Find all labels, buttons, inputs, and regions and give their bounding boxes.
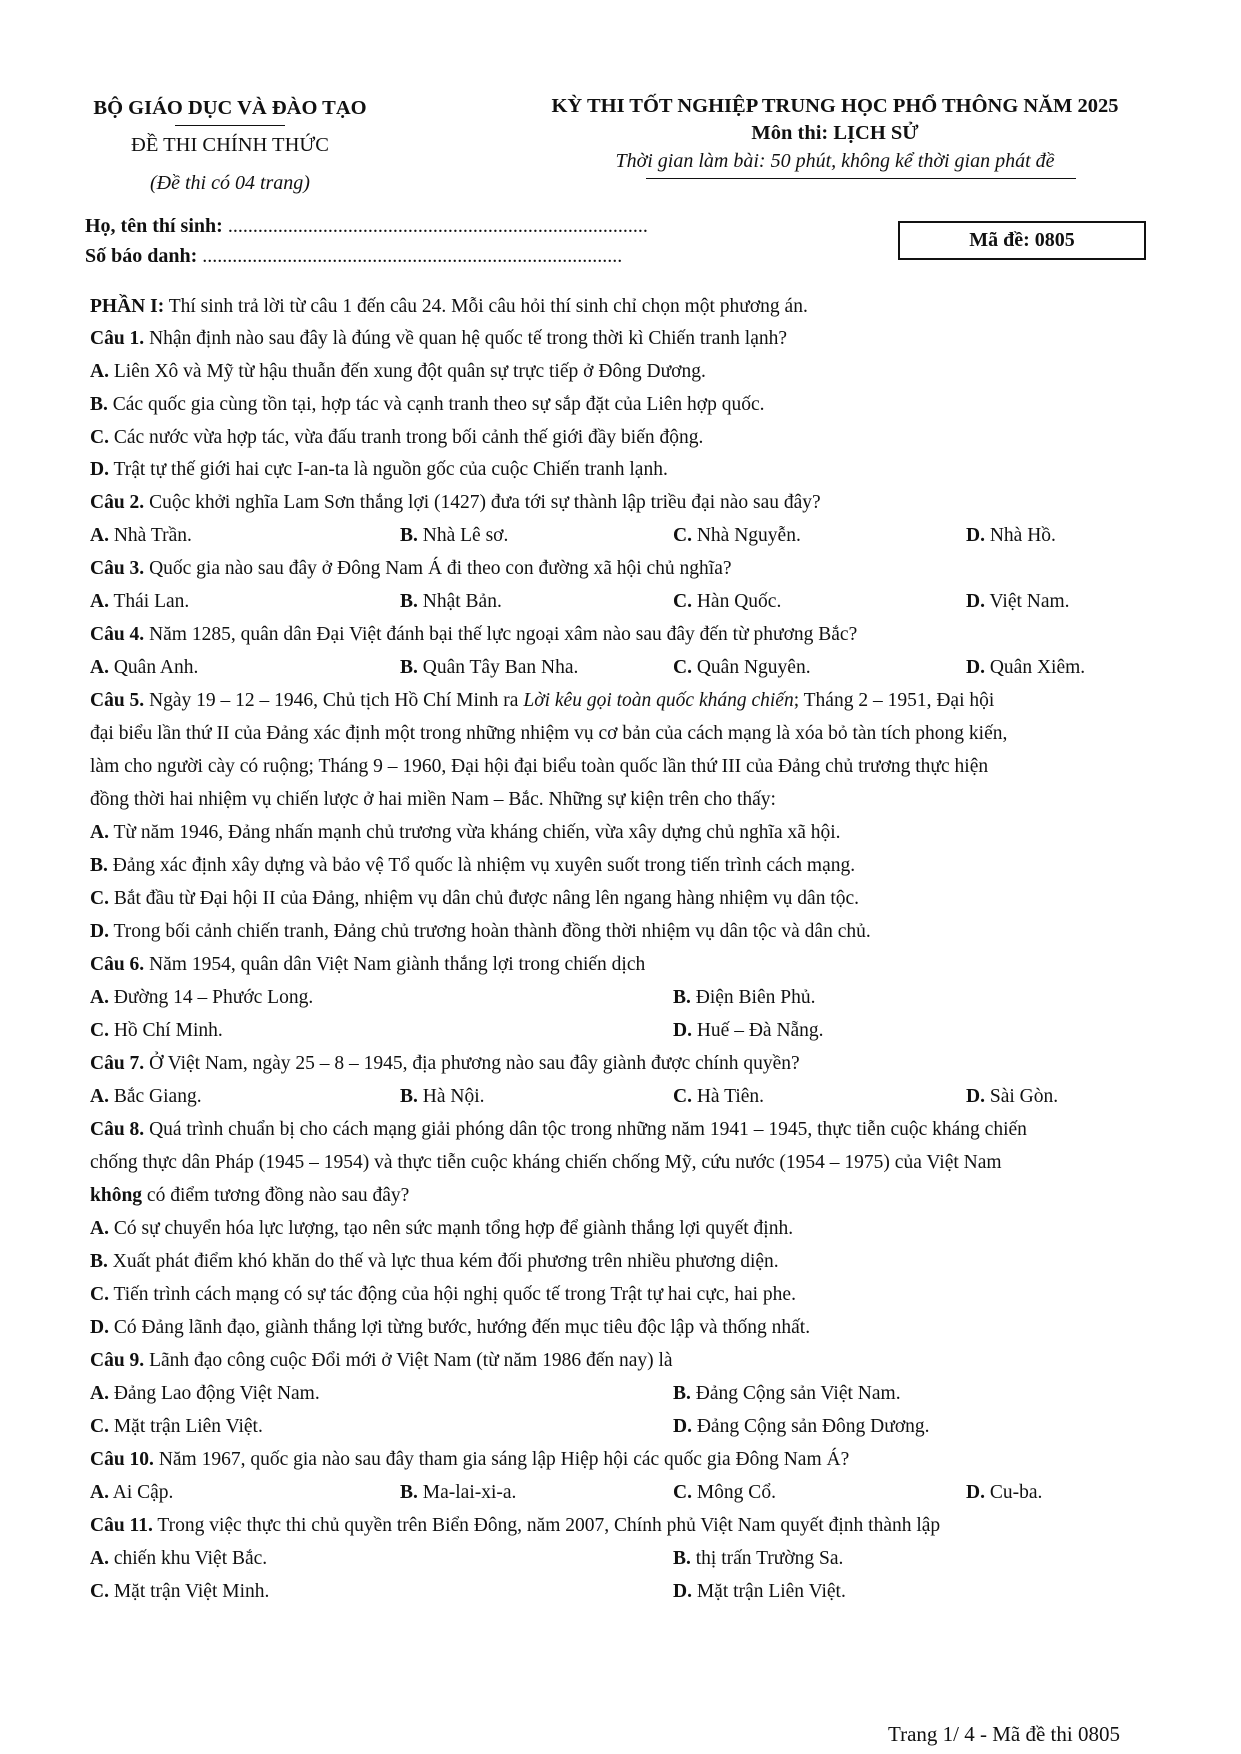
option-text: Thái Lan. [108, 591, 190, 612]
question-3 [90, 557, 732, 581]
option-letter: D. [966, 1482, 985, 1503]
option-text: Có Đảng lãnh đạo, giành thắng lợi từng bước, hướng đến mục tiêu độc lập và thống nhất. [108, 1317, 811, 1338]
question-9 [90, 1349, 673, 1373]
question-text: Năm 1285, quân dân Đại Việt đánh bại thế lực ngoại xâm nào sau đây đến từ phương Bắc? [144, 624, 858, 645]
option-text: Việt Nam. [984, 591, 1070, 612]
candidate-name-label: Họ, tên thí sinh: [85, 215, 223, 237]
option-text: Hà Tiên. [691, 1086, 765, 1107]
option-text: Các nước vừa hợp tác, vừa đấu tranh trong bối cảnh thế giới đầy biến động. [108, 427, 704, 448]
option-text: Tiến trình cách mạng có sự tác động của hội nghị quốc tế trong Trật tự hai cực, hai phe. [108, 1284, 796, 1305]
question-2 [90, 491, 821, 515]
q2-option-d[interactable] [966, 524, 1056, 548]
q3-option-c[interactable] [673, 590, 781, 614]
option-letter: B. [673, 1548, 691, 1569]
option-text: Đảng Cộng sản Đông Dương. [691, 1416, 930, 1437]
option-text: Ai Cập. [108, 1482, 174, 1503]
q7-option-d[interactable] [966, 1085, 1058, 1109]
option-text: Hồ Chí Minh. [108, 1020, 223, 1041]
option-letter: C. [673, 657, 692, 678]
q1-option-a[interactable] [90, 360, 706, 384]
question-5-line-4: đồng thời hai nhiệm vụ chiến lược ở hai miền Nam – Bắc. Những sự kiện trên cho thấy: [90, 789, 776, 810]
option-letter: A. [90, 1548, 109, 1569]
q4-option-c[interactable] [673, 656, 811, 680]
option-letter: C. [90, 888, 109, 909]
option-text: thị trấn Trường Sa. [690, 1548, 844, 1569]
question-label: Câu 5. [90, 690, 145, 711]
q1-option-d[interactable] [90, 458, 668, 482]
option-letter: B. [673, 1383, 691, 1404]
q11-option-d[interactable] [673, 1580, 846, 1604]
question-label: Câu 3. [90, 558, 145, 579]
q3-option-b[interactable] [400, 590, 502, 614]
option-letter: D. [90, 921, 109, 942]
option-text: Trong bối cảnh chiến tranh, Đảng chủ trương hoàn thành đồng thời nhiệm vụ dân tộc và dân chủ. [108, 921, 871, 942]
question-text-italic: Lời kêu gọi toàn quốc kháng chiến [523, 690, 794, 711]
question-11 [90, 1514, 940, 1538]
q11-option-c[interactable] [90, 1580, 269, 1604]
question-text: Nhận định nào sau đây là đúng về quan hệ quốc tế trong thời kì Chiến tranh lạnh? [144, 328, 788, 349]
q4-option-a[interactable] [90, 656, 198, 680]
candidate-id-row [85, 245, 622, 268]
option-letter: D. [966, 525, 985, 546]
option-text: Quân Nguyên. [691, 657, 811, 678]
official-label: ĐỀ THI CHÍNH THỨC [131, 134, 329, 156]
q5-option-d[interactable] [90, 920, 871, 944]
option-text: Nhà Lê sơ. [417, 525, 509, 546]
option-letter: D. [90, 1317, 109, 1338]
option-text: chiến khu Việt Bắc. [108, 1548, 268, 1569]
question-1 [90, 327, 787, 351]
option-text: Nhật Bản. [417, 591, 502, 612]
option-letter: A. [90, 591, 109, 612]
option-letter: C. [90, 1020, 109, 1041]
q7-option-a[interactable] [90, 1085, 202, 1109]
question-label: Câu 11. [90, 1515, 153, 1536]
option-text: Nhà Trần. [108, 525, 192, 546]
option-letter: B. [400, 657, 418, 678]
question-label: Câu 8. [90, 1119, 145, 1140]
question-text: Ngày 19 – 12 – 1946, Chủ tịch Hồ Chí Minh ra [144, 690, 524, 711]
option-text: Bắc Giang. [108, 1086, 202, 1107]
q10-option-d[interactable] [966, 1481, 1042, 1505]
question-8-line-2: chống thực dân Pháp (1945 – 1954) và thực tiễn cuộc kháng chiến chống Mỹ, cứu nước (1954 – 1975) của Việt Nam [90, 1152, 1002, 1173]
option-text: Mặt trận Liên Việt. [691, 1581, 846, 1602]
option-text: Nhà Nguyễn. [691, 525, 801, 546]
q5-option-b[interactable] [90, 854, 855, 878]
q8-option-b[interactable] [90, 1250, 779, 1274]
question-6 [90, 953, 645, 977]
q3-option-a[interactable] [90, 590, 189, 614]
option-text: Đảng Lao động Việt Nam. [108, 1383, 320, 1404]
option-letter: D. [673, 1020, 692, 1041]
option-letter: C. [90, 1581, 109, 1602]
option-letter: B. [400, 1086, 418, 1107]
option-letter: B. [673, 987, 691, 1008]
q8-option-a[interactable] [90, 1217, 793, 1241]
option-text: Nhà Hồ. [984, 525, 1056, 546]
question-8 [90, 1118, 1027, 1142]
option-text: Quân Anh. [108, 657, 199, 678]
option-letter: A. [90, 657, 109, 678]
q9-option-b[interactable] [673, 1382, 901, 1406]
q10-option-a[interactable] [90, 1481, 173, 1505]
ministry-name: BỘ GIÁO DỤC VÀ ĐÀO TẠO [93, 97, 367, 119]
option-letter: B. [400, 1482, 418, 1503]
option-letter: D. [966, 1086, 985, 1107]
q1-option-c[interactable] [90, 426, 703, 450]
option-letter: A. [90, 987, 109, 1008]
section-intro [90, 295, 808, 319]
negation-word: không [90, 1185, 143, 1206]
option-text: Cu-ba. [984, 1482, 1043, 1503]
option-letter: B. [400, 525, 418, 546]
option-text: Hà Nội. [417, 1086, 485, 1107]
option-letter: C. [673, 591, 692, 612]
question-text: Lãnh đạo công cuộc Đổi mới ở Việt Nam (từ năm 1986 đến nay) là [144, 1350, 673, 1371]
option-text: Từ năm 1946, Đảng nhấn mạnh chủ trương vừa kháng chiến, vừa xây dựng chủ nghĩa xã hội. [108, 822, 841, 843]
question-text: Quá trình chuẩn bị cho cách mạng giải phóng dân tộc trong những năm 1941 – 1945, thực tiễn cuộc kháng chiến [144, 1119, 1027, 1140]
q4-option-b[interactable] [400, 656, 578, 680]
q8-option-d[interactable] [90, 1316, 810, 1340]
exam-code-box [898, 221, 1146, 260]
exam-title: KỲ THI TỐT NGHIỆP TRUNG HỌC PHỔ THÔNG NĂM 2025 [551, 95, 1119, 117]
option-text: Có sự chuyển hóa lực lượng, tạo nên sức mạnh tổng hợp để giành thắng lợi quyết định. [108, 1218, 794, 1239]
exam-code: Mã đề: 0805 [969, 229, 1075, 251]
q9-option-d[interactable] [673, 1415, 930, 1439]
question-label: Câu 10. [90, 1449, 154, 1470]
option-text: Bắt đầu từ Đại hội II của Đảng, nhiệm vụ dân chủ được nâng lên ngang hàng nhiệm vụ dân tộc. [108, 888, 860, 909]
question-label: Câu 2. [90, 492, 145, 513]
q9-option-a[interactable] [90, 1382, 320, 1406]
question-text: Năm 1954, quân dân Việt Nam giành thắng lợi trong chiến dịch [144, 954, 646, 975]
candidate-name-dots: .................................................................................... [227, 215, 648, 237]
question-text: Cuộc khởi nghĩa Lam Sơn thắng lợi (1427) đưa tới sự thành lập triều đại nào sau đây? [144, 492, 821, 513]
option-letter: A. [90, 361, 109, 382]
q11-option-a[interactable] [90, 1547, 267, 1571]
q6-option-b[interactable] [673, 986, 815, 1010]
question-label: Câu 1. [90, 328, 145, 349]
question-8-line-3 [90, 1184, 409, 1208]
option-letter: D. [673, 1581, 692, 1602]
question-text: ; Tháng 2 – 1951, Đại hội [793, 690, 995, 711]
option-text: Hàn Quốc. [691, 591, 782, 612]
option-letter: B. [90, 855, 108, 876]
option-letter: C. [673, 1482, 692, 1503]
option-text: Xuất phát điểm khó khăn do thế và lực thua kém đối phương trên nhiều phương diện. [107, 1251, 779, 1272]
q9-option-c[interactable] [90, 1415, 263, 1439]
question-label: Câu 7. [90, 1053, 145, 1074]
option-text: Ma-lai-xi-a. [417, 1482, 517, 1503]
option-text: Mông Cổ. [691, 1482, 776, 1503]
question-5 [90, 689, 994, 713]
option-letter: A. [90, 1482, 109, 1503]
option-text: Quân Xiêm. [984, 657, 1086, 678]
time-underline [646, 178, 1076, 179]
option-letter: A. [90, 1383, 109, 1404]
option-letter: D. [966, 657, 985, 678]
option-text: Sài Gòn. [984, 1086, 1059, 1107]
q2-option-b[interactable] [400, 524, 508, 548]
question-text: Năm 1967, quốc gia nào sau đây tham gia sáng lập Hiệp hội các quốc gia Đông Nam Á? [153, 1449, 850, 1470]
option-letter: A. [90, 1218, 109, 1239]
subject-line [460, 122, 1210, 145]
q3-option-d[interactable] [966, 590, 1070, 614]
option-text: Mặt trận Việt Minh. [108, 1581, 270, 1602]
q6-option-a[interactable] [90, 986, 313, 1010]
option-text: Đường 14 – Phước Long. [108, 987, 314, 1008]
candidate-id-label: Số báo danh: [85, 245, 198, 267]
option-letter: D. [673, 1416, 692, 1437]
option-letter: A. [90, 822, 109, 843]
q11-option-b[interactable] [673, 1547, 843, 1571]
question-4 [90, 623, 857, 647]
option-text: Các quốc gia cùng tồn tại, hợp tác và cạnh tranh theo sự sắp đặt của Liên hợp quốc. [107, 394, 765, 415]
question-7 [90, 1052, 800, 1076]
option-text: Liên Xô và Mỹ từ hậu thuẫn đến xung đột quân sự trực tiếp ở Đông Dương. [108, 361, 706, 382]
q1-option-b[interactable] [90, 393, 765, 417]
q7-option-c[interactable] [673, 1085, 764, 1109]
question-label: Câu 6. [90, 954, 145, 975]
option-letter: C. [90, 1284, 109, 1305]
option-text: Trật tự thế giới hai cực I-an-ta là nguồn gốc của cuộc Chiến tranh lạnh. [108, 459, 668, 480]
option-letter: B. [90, 394, 108, 415]
option-letter: C. [673, 1086, 692, 1107]
q2-option-a[interactable] [90, 524, 192, 548]
question-label: Câu 9. [90, 1350, 145, 1371]
option-letter: D. [966, 591, 985, 612]
candidate-name-row [85, 215, 648, 238]
q4-option-d[interactable] [966, 656, 1085, 680]
option-text: Đảng xác định xây dựng và bảo vệ Tổ quốc là nhiệm vụ xuyên suốt trong tiến trình cách mạng. [107, 855, 856, 876]
option-letter: B. [90, 1251, 108, 1272]
question-10 [90, 1448, 849, 1472]
q5-option-a[interactable] [90, 821, 841, 845]
q10-option-c[interactable] [673, 1481, 776, 1505]
option-text: Điện Biên Phủ. [690, 987, 816, 1008]
option-letter: D. [90, 459, 109, 480]
question-text: Quốc gia nào sau đây ở Đông Nam Á đi theo con đường xã hội chủ nghĩa? [144, 558, 732, 579]
q10-option-b[interactable] [400, 1481, 516, 1505]
time-note: Thời gian làm bài: 50 phút, không kể thời gian phát đề [615, 150, 1055, 172]
option-text: Mặt trận Liên Việt. [108, 1416, 263, 1437]
section-label: PHẦN I: [90, 296, 165, 317]
question-5-line-3: làm cho người cày có ruộng; Tháng 9 – 1960, Đại hội đại biểu toàn quốc lần thứ III của Đảng chủ trương thực hiện [90, 756, 989, 777]
question-5-line-2: đại biểu lần thứ II của Đảng xác định một trong những nhiệm vụ cơ bản của cách mạng là xóa bỏ tàn tích phong kiến, [90, 723, 1008, 744]
q8-option-c[interactable] [90, 1283, 796, 1307]
option-text: Đảng Cộng sản Việt Nam. [690, 1383, 901, 1404]
option-letter: A. [90, 1086, 109, 1107]
question-text: có điểm tương đồng nào sau đây? [142, 1185, 410, 1206]
question-label: Câu 4. [90, 624, 145, 645]
pages-note: (Đề thi có 04 trang) [150, 172, 310, 194]
option-letter: C. [90, 427, 109, 448]
q2-option-c[interactable] [673, 524, 801, 548]
candidate-id-dots: .................................................................................... [202, 245, 623, 267]
option-letter: C. [673, 525, 692, 546]
q6-option-d[interactable] [673, 1019, 824, 1043]
q5-option-c[interactable] [90, 887, 859, 911]
option-text: Huế – Đà Nẵng. [691, 1020, 824, 1041]
ministry-underline [175, 125, 285, 126]
subject-name: LỊCH SỬ [833, 122, 919, 144]
option-letter: B. [400, 591, 418, 612]
section-text: Thí sinh trả lời từ câu 1 đến câu 24. Mỗi câu hỏi thí sinh chỉ chọn một phương án. [164, 296, 808, 317]
question-text: Trong việc thực thi chủ quyền trên Biển Đông, năm 2007, Chính phủ Việt Nam quyết định thành lập [152, 1515, 941, 1536]
option-letter: A. [90, 525, 109, 546]
q7-option-b[interactable] [400, 1085, 485, 1109]
page-footer: Trang 1/ 4 - Mã đề thi 0805 [888, 1722, 1120, 1746]
option-text: Quân Tây Ban Nha. [417, 657, 579, 678]
question-text: Ở Việt Nam, ngày 25 – 8 – 1945, địa phương nào sau đây giành được chính quyền? [144, 1053, 800, 1074]
option-letter: C. [90, 1416, 109, 1437]
q6-option-c[interactable] [90, 1019, 223, 1043]
subject-label: Môn thi: [751, 122, 834, 144]
